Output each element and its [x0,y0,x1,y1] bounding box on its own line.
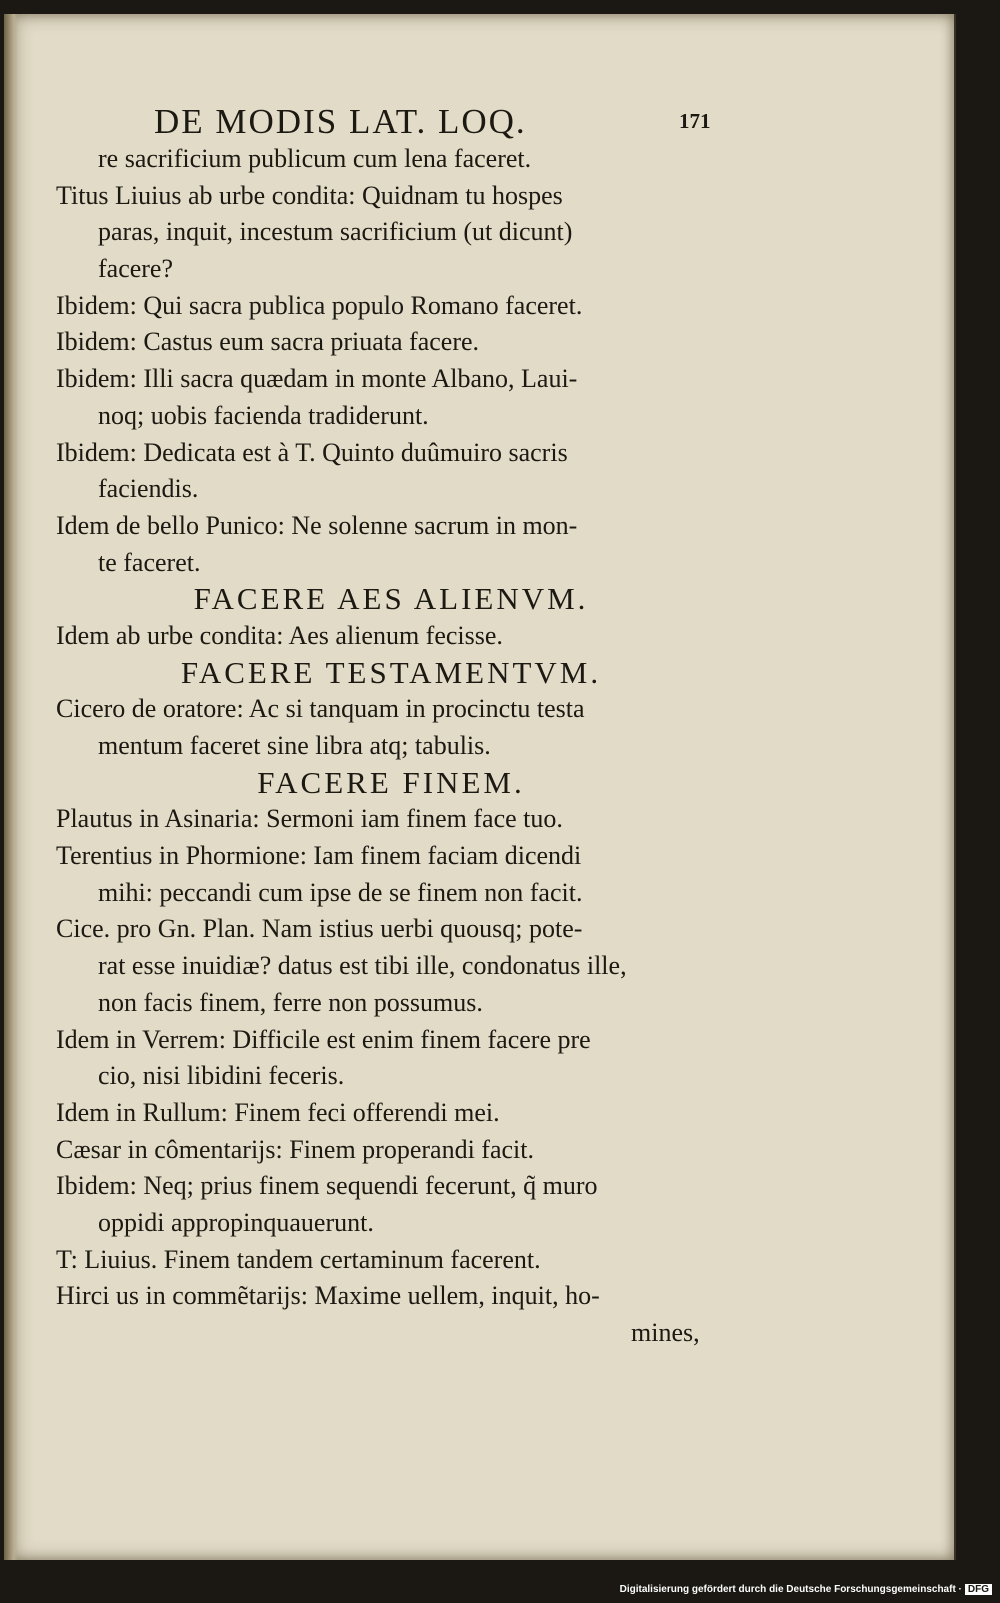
book-page [4,14,956,1560]
text-line: Idem de bello Punico: Ne solenne sacrum in mon- [56,510,578,540]
text-block [56,141,726,1352]
text-line: Titus Liuius ab urbe condita: Quidnam tu hospes [56,180,563,210]
text-line: te faceret. [98,547,201,577]
text-line: rat esse inuidiæ? datus est tibi ille, condonatus ille, [98,951,627,981]
text-line: Terentius in Phormione: Iam finem faciam dicendi [56,841,582,871]
text-line: noq; uobis facienda tradiderunt. [98,400,429,430]
text-line: re sacrificium publicum cum lena faceret. [98,144,532,173]
dfg-logo: DFG [965,1584,992,1595]
text-line: mihi: peccandi cum ipse de se finem non facit. [98,877,583,907]
text-line: Ibidem: Castus eum sacra priuata facere. [56,327,480,357]
text-line: Plautus in Asinaria: Sermoni iam finem face tuo. [56,804,563,834]
text-line: Ibidem: Illi sacra quædam in monte Albano, Laui- [56,364,578,394]
text-line: Idem in Rullum: Finem feci offerendi mei. [56,1097,500,1127]
text-line: Hirci us in commẽtarijs: Maxime uellem, inquit, ho- [56,1281,600,1311]
catchword: mines, [631,1318,700,1347]
credit-text: Digitalisierung gefördert durch die Deutsche Forschungsgemeinschaft · [619,1584,962,1595]
text-line: Cice. pro Gn. Plan. Nam istius uerbi quousq; pote- [56,914,583,944]
section-heading: FACERE TESTAMENTVM. [180,654,602,690]
text-line: Idem in Verrem: Difficile est enim finem facere pre [56,1024,591,1054]
text-line: cio, nisi libidini feceris. [98,1061,345,1091]
text-line: mentum faceret sine libra atq; tabulis. [98,731,491,760]
running-head: DE MODIS LAT. LOQ. [154,102,527,141]
text-line: Ibidem: Dedicata est à T. Quinto duûmuiro sacris [56,437,568,467]
digitization-credit [620,1584,992,1595]
section-heading: FACERE AES ALIENVM. [193,581,589,617]
text-line: Ibidem: Neq; prius finem sequendi fecerunt, q̃ muro [56,1171,598,1201]
text-line: Cæsar in cômentarijs: Finem properandi facit. [56,1134,534,1164]
text-line: T: Liuius. Finem tandem certaminum facerent. [56,1244,541,1274]
text-line: paras, inquit, incestum sacrificium (ut dicunt) [98,217,573,247]
section-heading: FACERE FINEM. [257,764,525,800]
text-line: facere? [98,254,174,284]
folio-number: 171 [679,109,711,133]
text-line: non facis finem, ferre non possumus. [98,987,483,1017]
text-line: Cicero de oratore: Ac si tanquam in procinctu testa [56,694,585,724]
text-line: faciendis. [98,474,199,504]
page-gutter-shadow [4,14,18,1560]
text-line: oppidi appropinquauerunt. [98,1207,374,1237]
text-line: Ibidem: Qui sacra publica populo Romano faceret. [56,290,583,320]
text-line: Idem ab urbe condita: Aes alienum fecisse. [56,620,503,650]
